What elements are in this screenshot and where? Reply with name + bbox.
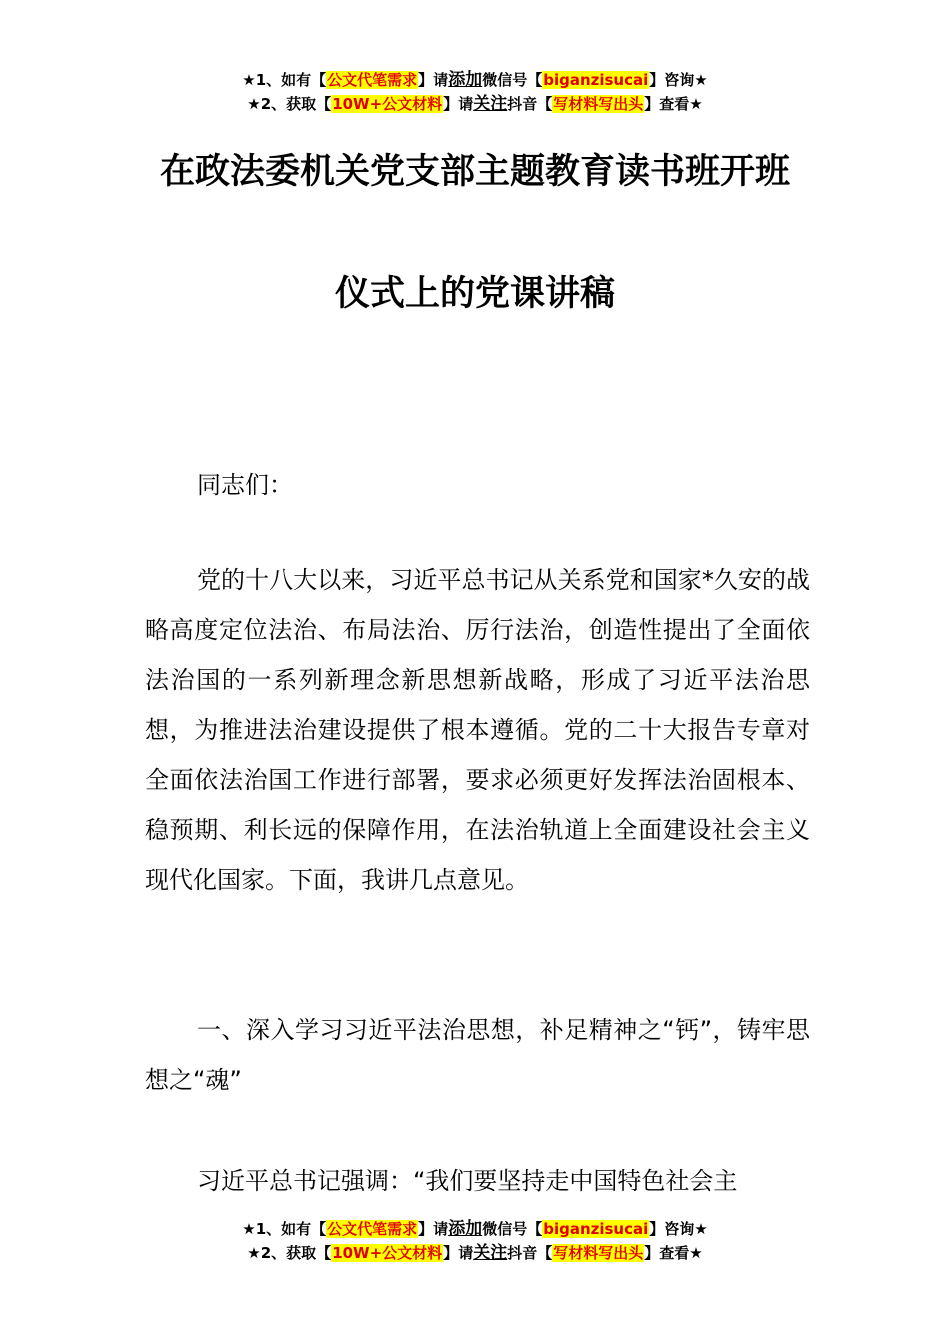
greeting: 同志们：: [197, 471, 293, 499]
banner-line-1: ★1、如有【公文代笔需求】请添加微信号【biganzisucai】咨询★: [242, 1219, 708, 1239]
banner-highlight: 公文代笔需求: [327, 71, 418, 89]
banner-highlight: 公文代笔需求: [327, 1220, 418, 1238]
document-title-line-2: 仪式上的党课讲稿: [334, 274, 615, 314]
banner-highlight: 10W+公文材料: [332, 1244, 443, 1262]
banner-highlight: biganzisucai: [543, 71, 649, 89]
banner-highlight: 写材料写出头: [553, 1244, 644, 1262]
banner-highlight: biganzisucai: [543, 1220, 649, 1238]
bottom-banner: [0, 1217, 950, 1265]
paragraph-2: 习近平总书记强调：“我们要坚持走中国特色社会主: [197, 1167, 738, 1195]
top-banner: [0, 68, 950, 116]
paragraph-1: 党的十八大以来，习近平总书记从关系党和国家*久安的战略高度定位法治、布局法治、厉行法治，创造性提出了全面依法治国的一系列新理念新思想新战略，形成了习近平法治思想，为推进法治建设提供了根本遵循。党的二十大报告专章对全面依法治国工作进行部署，要求必须更好发挥法治固根本、稳预期、利长远的保障作用，在法治轨道上全面建设社会主义现代化国家。下面，我讲几点意见。: [145, 566, 810, 894]
banner-line-1: ★1、如有【公文代笔需求】请添加微信号【biganzisucai】咨询★: [242, 70, 708, 90]
section-heading-1: 一、深入学习习近平法治思想，补足精神之“钙”，铸牢思想之“魂”: [145, 1016, 810, 1094]
banner-line-2: ★2、获取【10W+公文材料】请关注抖音【写材料写出头】查看★: [247, 94, 703, 114]
banner-highlight: 写材料写出头: [553, 95, 644, 113]
banner-line-2: ★2、获取【10W+公文材料】请关注抖音【写材料写出头】查看★: [247, 1243, 703, 1263]
banner-highlight: 10W+公文材料: [332, 95, 443, 113]
document-title-line-1: 在政法委机关党支部主题教育读书班开班: [159, 152, 790, 192]
